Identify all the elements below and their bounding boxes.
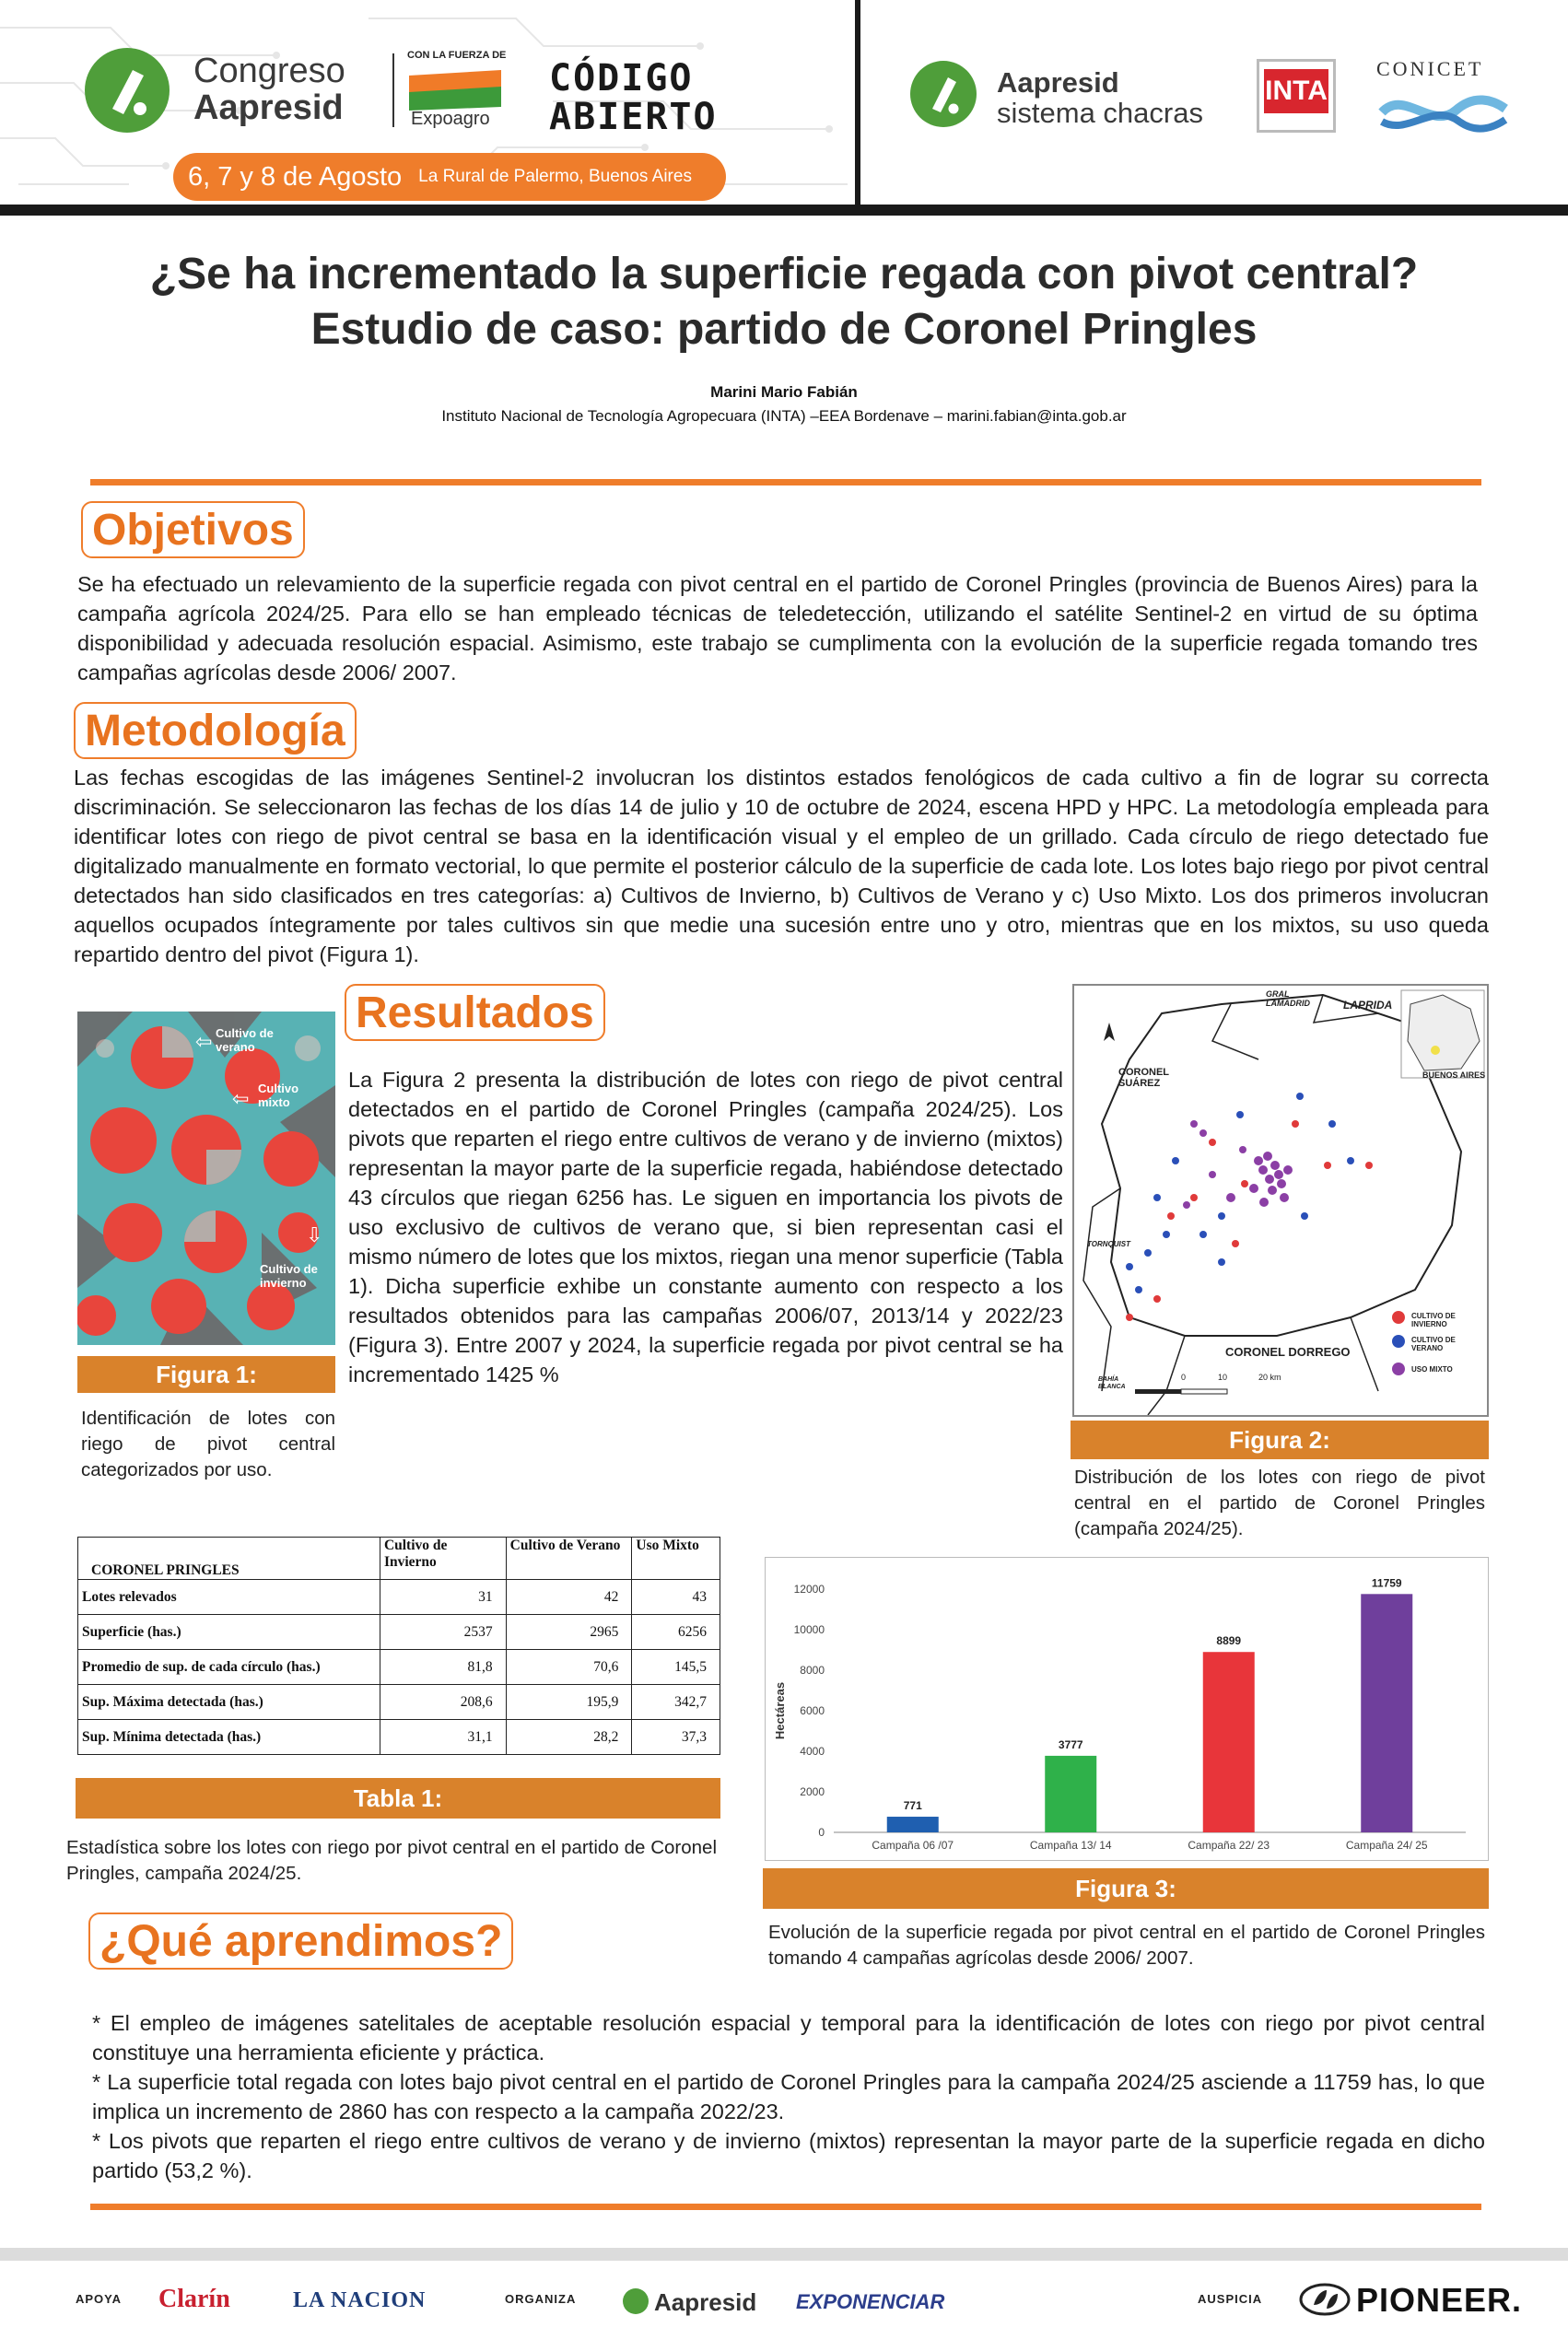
y-tick-label: 6000: [800, 1704, 825, 1717]
table1-row-label: Superficie (has.): [78, 1615, 380, 1650]
table1-row-label: Sup. Máxima detectada (has.): [78, 1685, 380, 1720]
north-arrow-icon: [1102, 1026, 1103, 1027]
table1-cell: 195,9: [506, 1685, 632, 1720]
codigo-abierto-logo: [549, 59, 718, 136]
map-label-bahia: BAHÍA BLANCA: [1098, 1376, 1126, 1390]
codigo-line1: CÓDIGO: [549, 57, 694, 99]
event-venue: La Rural de Palermo, Buenos Aires: [418, 167, 692, 186]
table1-row-label: Promedio de sup. de cada círculo (has.): [78, 1650, 380, 1685]
table1-cell: 70,6: [506, 1650, 632, 1685]
map-label-dorrego: CORONEL DORREGO: [1225, 1345, 1351, 1359]
bar: [887, 1817, 939, 1832]
footer-aapresid: Aapresid: [654, 2288, 757, 2316]
table1-cell: 342,7: [632, 1685, 720, 1720]
aprendimos-point-3: * Los pivots que reparten el riego entre cultivos de verano y de invierno (mixtos) representan la mayor parte de la superficie regada en dicho partido (53,2 %).: [92, 2129, 1485, 2182]
footer-rule: [0, 2248, 1568, 2261]
data-label: 11759: [1371, 1576, 1402, 1590]
expoagro-flag-icon: [409, 70, 501, 111]
figure2-caption: Distribución de los lotes con riego de pivot central en el partido de Coronel Pringles (campaña 2024/25).: [1074, 1467, 1485, 1539]
table1-col-mixto: Uso Mixto: [632, 1538, 720, 1580]
figure3-chart: [765, 1557, 1489, 1861]
fig1-arrow-invierno-icon: ⇩: [306, 1223, 323, 1246]
map-legend-mixto: USO MIXTO: [1411, 1365, 1453, 1374]
map-label-suarez: CORONEL SUÁREZ: [1118, 1067, 1169, 1089]
table1-cell: 43: [632, 1580, 720, 1615]
bar: [1203, 1652, 1255, 1832]
conicet-logo-icon: [1376, 85, 1511, 136]
figure1-satellite-image: [77, 1012, 335, 1345]
conicet-label: CONICET: [1376, 57, 1484, 80]
y-axis-label: Hectáreas: [773, 1681, 787, 1740]
y-tick-label: 12000: [793, 1583, 825, 1596]
x-tick-label: Campaña 24/ 25: [1345, 1839, 1428, 1852]
metodologia-heading: Metodología: [74, 702, 357, 759]
map-scale-10: 10: [1218, 1373, 1228, 1382]
table1-col-invierno: Cultivo de Invierno: [380, 1538, 506, 1580]
fig1-tag-verano: Cultivo de verano: [216, 1026, 274, 1054]
aapresid-logo-icon: [85, 48, 170, 133]
header-bottom-bar: [0, 205, 1568, 216]
x-tick-label: Campaña 06 /07: [872, 1839, 954, 1852]
table1-cell: 81,8: [380, 1650, 506, 1685]
title-line2: Estudio de caso: partido de Coronel Pringles: [310, 305, 1258, 354]
table1-cell: 6256: [632, 1615, 720, 1650]
author-name: Marini Mario Fabián: [710, 383, 858, 401]
poster-title: [0, 247, 1568, 357]
y-tick-label: 8000: [800, 1664, 825, 1677]
table1-cell: 31: [380, 1580, 506, 1615]
x-tick-label: Campaña 22/ 23: [1188, 1839, 1270, 1852]
logo-separator: [392, 53, 394, 127]
date-pill: [173, 153, 726, 201]
inta-label: INTA: [1264, 69, 1328, 113]
table1-caption: Estadística sobre los lotes con riego por pivot central en el partido de Coronel Pringles, campaña 2024/25.: [66, 1837, 717, 1884]
aprendimos-point-2: * La superficie total regada con lotes bajo pivot central en el partido de Coronel Pringles para la campaña 2024/25 asciende a 11759 has, lo que implica un incremento de 2860 has con respecto a la campaña 2022/23.: [92, 2070, 1485, 2123]
chacras-logo-text: [997, 68, 1203, 128]
header-divider: [855, 0, 860, 214]
congreso-line2: Aapresid: [193, 88, 344, 127]
table1-cell: 28,2: [506, 1720, 632, 1755]
map-label-laprida: LAPRIDA: [1343, 999, 1393, 1012]
map-legend-invierno: CULTIVO DE INVIERNO: [1411, 1312, 1456, 1328]
fuerza-label: CON LA FUERZA DE: [407, 50, 507, 61]
resultados-heading: Resultados: [345, 984, 605, 1041]
footer-auspicia: AUSPICIA: [1198, 2292, 1263, 2306]
objetivos-text: Se ha efectuado un relevamiento de la superficie regada con pivot central en el partido de Coronel Pringles (provincia de Buenos Aires) para la campaña agrícola 2024/25. Para ello se han empleado técnicas de teledetección, utilizando el satélite Sentinel-2 en virtud de su óptima disponibilidad y adecuada resolución espacial. Asimismo, este trabajo se cumplimenta con la evolución de la superficie regada tomando tres campañas agrícolas desde 2006/ 2007.: [77, 572, 1478, 684]
pioneer-logo-icon: [1299, 2283, 1351, 2316]
map-scale-20: 20 km: [1258, 1373, 1281, 1382]
resultados-text: La Figura 2 presenta la distribución de lotes con riego de pivot central detectados en el partido de Coronel Pringles (campaña 2024/25). Los pivots que reparten el riego entre cultivos de verano y de invierno (mixtos) representan la mayor parte de la superficie regada, habiéndose detectado 43 círculos que riegan 6256 has. Le siguen en importancia los pivots de uso exclusivo de cultivos de verano que, si bien representan casi el mismo número de lotes que los mixtos, riegan una menor superficie (Tabla 1). Dicha superficie exhibe un constante aumento con respecto a los resultados obtenidos para las campañas 2006/07, 2013/14 y 2022/23 (Figura 3). Entre 2007 y 2024, la superficie regada por pivot central se ha incrementado 1425 %: [348, 1068, 1063, 1386]
event-date: 6, 7 y 8 de Agosto: [188, 161, 403, 192]
codigo-line2: ABIERTO: [549, 96, 718, 138]
map-label-buenosaires: BUENOS AIRES: [1422, 1070, 1486, 1080]
map-scale-0: 0: [1181, 1373, 1187, 1382]
map-legend-verano: CULTIVO DE VERANO: [1411, 1336, 1456, 1352]
data-label: 771: [903, 1799, 922, 1813]
congreso-line1: Congreso: [193, 52, 345, 90]
figure1-caption: Identificación de lotes con riego de pivot central categorizados por uso.: [81, 1408, 335, 1480]
fig1-tag-invierno: Cultivo de invierno: [260, 1262, 318, 1290]
table1-cell: 42: [506, 1580, 632, 1615]
metodologia-text: Las fechas escogidas de las imágenes Sentinel-2 involucran los distintos estados fenológicos de cada cultivo a fin de lograr su correcta discriminación. Se seleccionaron las fechas de los días 14 de julio y 10 de octubre de 2024, escena HPD y HPC. La metodología empleada para identificar lotes con riego de pivot central se basa en la identificación visual y el empleo de un grillado. Cada círculo de riego detectado fue digitalizado manualmente en formato vectorial, lo que permite el posterior cálculo de la superficie de cada lote. Los lotes bajo riego por pivot central detectados han sido clasificados en tres categorías: a) Cultivos de Invierno, b) Cultivos de Verano y c) Uso Mixto. Los dos primeros involucran aquellos ocupados íntegramente por tales cultivos sin que medie una sucesión entre uno y otro, mientras que en los mixtos, su uso queda repartido dentro del pivot (Figura 1).: [74, 766, 1489, 966]
table1-cell: 208,6: [380, 1685, 506, 1720]
expoagro-label: Expoagro: [411, 109, 490, 129]
table1-cell: 145,5: [632, 1650, 720, 1685]
figure1-label: Figura 1:: [77, 1356, 335, 1393]
map-label-lamadrid: GRAL LAMADRID: [1266, 989, 1310, 1008]
footer-apoya: APOYA: [76, 2292, 123, 2306]
chacras-logo-icon: [910, 61, 977, 127]
table1-cell: 2537: [380, 1615, 506, 1650]
y-tick-label: 4000: [800, 1745, 825, 1758]
bar: [1045, 1756, 1096, 1832]
map-label-tornquist: TORNQUIST: [1087, 1240, 1130, 1248]
bar-chart: [766, 1558, 1487, 1859]
footer-clarin: Clarín: [158, 2285, 230, 2313]
table1-cell: 2965: [506, 1615, 632, 1650]
table1: [77, 1537, 720, 1755]
table1-label: Tabla 1:: [76, 1778, 720, 1819]
table1-col-verano: Cultivo de Verano: [506, 1538, 632, 1580]
table1-row-label: Lotes relevados: [78, 1580, 380, 1615]
y-tick-label: 2000: [800, 1785, 825, 1798]
footer-exponencial: EXPONENCIAR: [796, 2290, 945, 2313]
title-line1: ¿Se ha incrementado la superficie regada con pivot central?: [149, 250, 1419, 298]
aprendimos-point-1: * El empleo de imágenes satelitales de aceptable resolución espacial y temporal para la identificación de lotes con riego por pivot central constituye una herramienta eficiente y práctica.: [92, 2011, 1485, 2064]
chacras-line1: Aapresid: [997, 66, 1119, 99]
bottom-divider: [90, 2204, 1481, 2210]
footer-nacion: LA NACION: [293, 2288, 427, 2312]
author-affiliation: Instituto Nacional de Tecnología Agropecuara (INTA) –EEA Bordenave – marini.fabian@inta.gob.ar: [441, 407, 1127, 425]
poster-header: [0, 0, 1568, 214]
figure3-label: Figura 3:: [763, 1868, 1489, 1909]
objetivos-heading: Objetivos: [81, 501, 305, 558]
table1-cell: 37,3: [632, 1720, 720, 1755]
data-label: 3777: [1058, 1737, 1083, 1751]
data-label: 8899: [1216, 1634, 1242, 1648]
congreso-logo-text: [193, 53, 345, 127]
fig1-arrow-verano-icon: ⇦: [195, 1030, 213, 1053]
bar: [1361, 1594, 1412, 1832]
footer-organiza: ORGANIZA: [505, 2292, 577, 2306]
footer-pioneer: PIONEER.: [1356, 2281, 1523, 2319]
chacras-line2: sistema chacras: [997, 96, 1203, 129]
fig1-tag-mixto: Cultivo mixto: [258, 1082, 299, 1109]
table1-cell: 31,1: [380, 1720, 506, 1755]
fig1-arrow-mixto-icon: ⇦: [232, 1087, 250, 1110]
inta-logo: [1257, 59, 1336, 133]
aprendimos-text: [92, 2008, 1485, 2185]
footer-aapresid-icon: [623, 2288, 649, 2314]
table1-wrapper: [77, 1537, 720, 1755]
figure2-label: Figura 2:: [1071, 1421, 1489, 1459]
x-tick-label: Campaña 13/ 14: [1029, 1839, 1112, 1852]
figure3-caption: Evolución de la superficie regada por pivot central en el partido de Coronel Pringles tomando 4 campañas agrícolas desde 2006/ 2007.: [768, 1922, 1485, 1969]
y-tick-label: 0: [818, 1826, 825, 1839]
y-tick-label: 10000: [793, 1623, 825, 1636]
figure2-map: [1072, 984, 1489, 1417]
table1-corner: CORONEL PRINGLES: [78, 1538, 380, 1580]
table1-row-label: Sup. Mínima detectada (has.): [78, 1720, 380, 1755]
title-divider: [90, 479, 1481, 485]
aprendimos-heading: ¿Qué aprendimos?: [88, 1912, 513, 1970]
